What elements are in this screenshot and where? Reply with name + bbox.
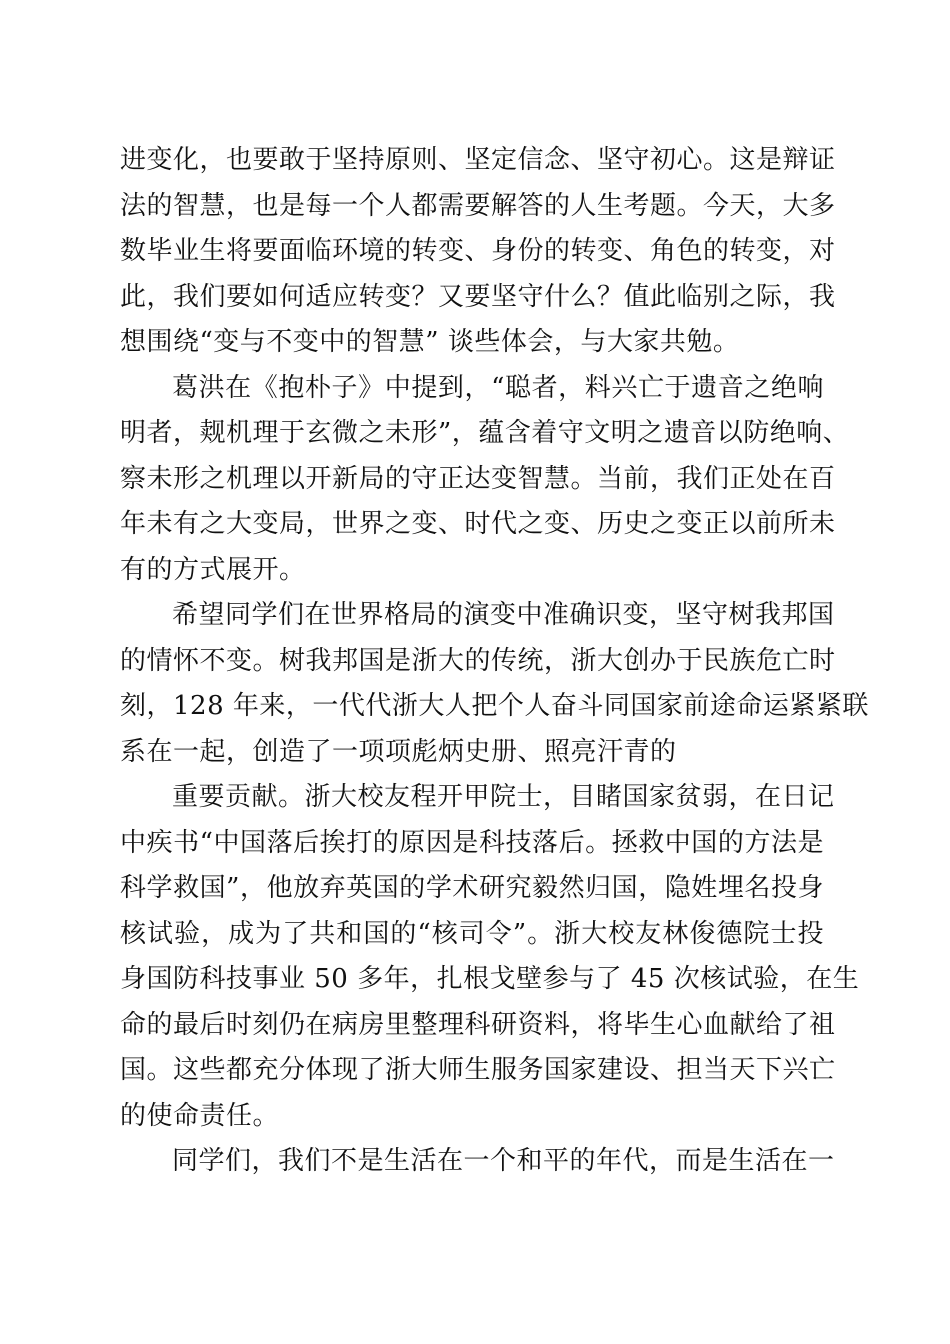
text-line: 希望同学们在世界格局的演变中准确识变，坚守树我邦国 [172,600,835,630]
text-line: 刻，128 年来，一代代浙大人把个人奋斗同国家前途命运紧紧联 [120,691,869,721]
text-line: 中疾书“中国落后挨打的原因是科技落后。拯救中国的方法是 [120,827,824,858]
text-line: 年未有之大变局，世界之变、时代之变、历史之变正以前所未 [120,509,836,539]
text-line: 的使命责任。 [120,1100,280,1131]
document-body [120,138,869,1185]
text-line: 察未形之机理以开新局的守正达变智慧。当前，我们正处在百 [120,463,836,494]
text-line: 法的智慧，也是每一个人都需要解答的人生考题。今天，大多 [120,190,836,221]
text-line: 有的方式展开。 [120,554,306,585]
text-line: 国。这些都充分体现了浙大师生服务国家建设、担当天下兴亡 [120,1055,836,1085]
text-line: 命的最后时刻仍在病房里整理科研资料，将毕生心血献给了祖 [120,1009,836,1040]
text-line: 系在一起，创造了一项项彪炳史册、照亮汗青的 [120,736,677,767]
text-line: 葛洪在《抱朴子》中提到，“聪者，料兴亡于遗音之绝响 [172,372,824,403]
text-line: 此，我们要如何适应转变？又要坚守什么？值此临别之际，我 [120,281,836,312]
text-line: 进变化，也要敢于坚持原则、坚定信念、坚守初心。这是辩证 [120,145,836,175]
text-line: 数毕业生将要面临环境的转变、身份的转变、角色的转变，对 [120,236,836,266]
text-line: 想围绕“变与不变中的智慧” 谈些体会，与大家共勉。 [120,327,740,357]
text-line: 核试验，成为了共和国的“核司令”。浙大校友林俊德院士投 [120,918,824,949]
text-line: 身国防科技事业 50 多年，扎根戈壁参与了 45 次核试验，在生 [120,964,860,994]
text-line: 的情怀不变。树我邦国是浙大的传统，浙大创办于民族危亡时 [120,645,836,676]
text-line: 同学们，我们不是生活在一个和平的年代，而是生活在一 [172,1146,835,1176]
text-line: 科学救国”，他放弃英国的学术研究毅然归国，隐姓埋名投身 [120,873,824,903]
text-line: 重要贡献。浙大校友程开甲院士，目睹国家贫弱，在日记 [172,782,835,812]
text-line: 明者，觌机理于玄微之未形”，蕴含着守文明之遗音以防绝响、 [120,418,850,448]
